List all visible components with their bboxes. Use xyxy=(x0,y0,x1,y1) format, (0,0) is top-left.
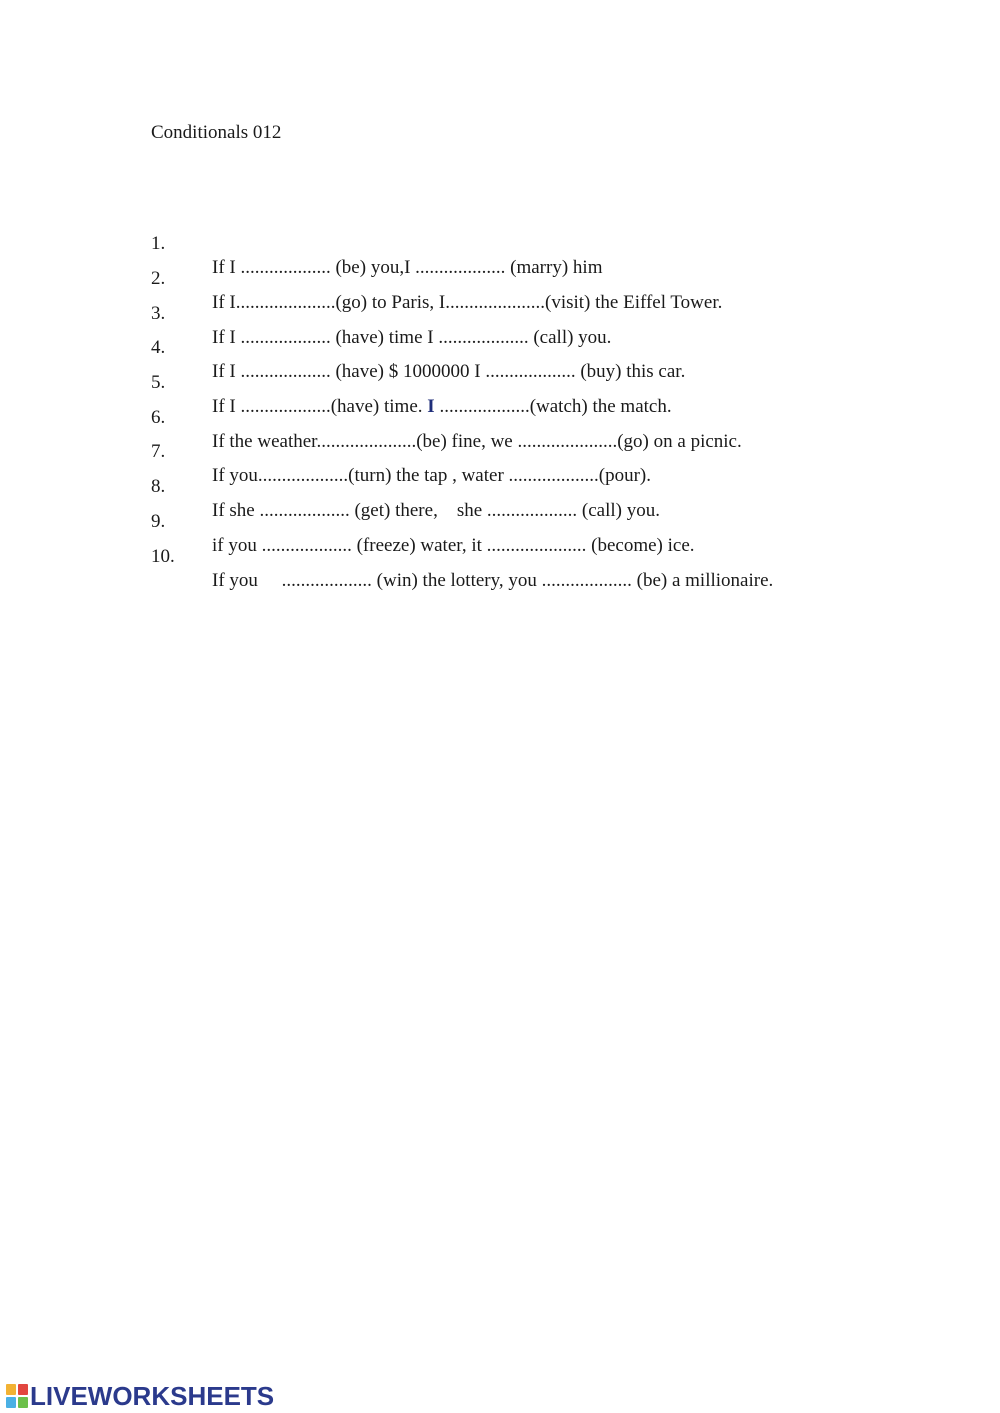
logo-block xyxy=(18,1397,28,1408)
item-text-before: If I ...................(have) time. xyxy=(212,396,428,417)
item-text-accent: I xyxy=(427,396,435,417)
item-number: 6. xyxy=(151,407,166,428)
item-number: 2. xyxy=(151,268,166,289)
item-number: 7. xyxy=(151,441,166,462)
item-text: If she ................... (get) there, she ................... (call) you. xyxy=(212,500,660,521)
liveworksheets-logo xyxy=(6,1381,274,1411)
item-number: 10. xyxy=(151,546,175,567)
item-text: If the weather.....................(be) fine, we .....................(go) on a picnic. xyxy=(212,431,742,452)
item-number: 8. xyxy=(151,476,166,497)
item-number: 1. xyxy=(151,233,166,254)
item-text: If I.....................(go) to Paris, I.....................(visit) the Eiffel Tower. xyxy=(212,292,723,313)
logo-block xyxy=(6,1384,16,1395)
item-number: 5. xyxy=(151,372,166,393)
item-text: if you ................... (freeze) water, it ..................... (become) ice. xyxy=(212,535,695,556)
exercise-item-1 xyxy=(151,208,603,278)
logo-text: LIVEWORKSHEETS xyxy=(30,1381,275,1411)
item-text: If you...................(turn) the tap , water ...................(pour). xyxy=(212,465,652,486)
logo-block xyxy=(18,1384,28,1395)
item-text: If I ................... (be) you,I ................... (marry) him xyxy=(212,257,603,278)
item-text xyxy=(212,395,672,419)
logo-blocks-icon xyxy=(6,1384,28,1408)
item-text: If I ................... (have) time I ................... (call) you. xyxy=(212,327,612,348)
item-text: If you ................... (win) the lottery, you ................... (be) a millionaire. xyxy=(212,570,774,591)
item-number: 3. xyxy=(151,303,166,324)
item-number: 4. xyxy=(151,337,166,358)
item-text: If I ................... (have) $ 1000000 I ................... (buy) this car. xyxy=(212,361,686,382)
item-number: 9. xyxy=(151,511,166,532)
item-text-after: ...................(watch) the match. xyxy=(434,396,672,417)
worksheet-title: Conditionals 012 xyxy=(151,122,282,143)
logo-block xyxy=(6,1397,16,1408)
